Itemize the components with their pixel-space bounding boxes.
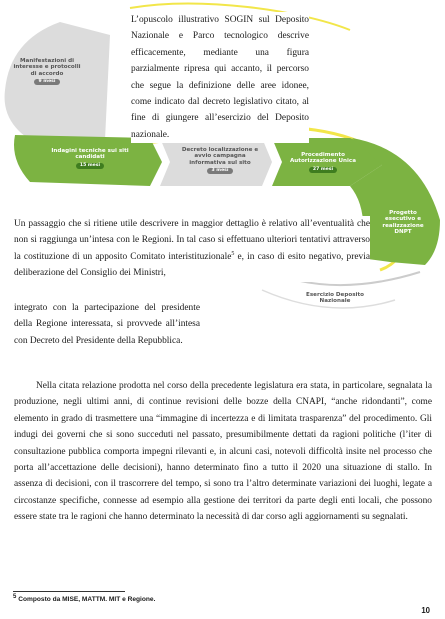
step2-title: Indagini tecniche sui siti candidati <box>51 148 129 161</box>
step1-label <box>12 58 82 85</box>
step4-title: Procedimento Autorizzazione Unica <box>289 152 357 165</box>
footnote <box>13 593 156 603</box>
p2-text-part1: Un passaggio che si ritiene utile descrivere in maggior dettaglio è relativo all’eventualità che non si raggiunga un’intesa con le Regioni. In tal caso si effettuano ulteriori tentativi attraverso la costituzione di un apposito Comitato interistituzionale <box>14 219 370 262</box>
step4-duration-badge: 27 mesi <box>309 167 337 173</box>
step5-title: Progetto esecutivo e realizzazione DNPT <box>382 210 424 236</box>
paragraph-2 <box>14 216 370 282</box>
p2-text-part2: e, in caso di esito negativo, previa deliberazione del Consiglio dei Ministri, <box>14 251 370 279</box>
step3-duration-badge: 3 mesi <box>207 168 232 174</box>
page-number: 10 <box>421 606 430 615</box>
paragraph-3 <box>14 378 432 526</box>
step1-title: Manifestazioni di interesse e protocolli di accordo <box>13 58 81 77</box>
step1-shape <box>5 22 110 150</box>
footnote-text: Composto da MISE, MATTM. MIT e Regione. <box>18 596 156 603</box>
p3-text: Nella citata relazione prodotta nel corso della precedente legislatura era stata, in particolare, segnalata la produzione, negli ultimi anni, di continue revisioni delle bozze della CNAPI, “anche ridondanti”, come elemento in grado di trasmettere una “immagine di incertezza e di limitata trasparenza” del procedimento. Gli indugi dei governi che si sono succeduti nel passato, presumibilmente dettati da ragioni politiche (l’iter di consultazione pubblica comporta impegni rilevanti e, in alcuni casi, notevoli difficoltà insite nel processo che porta all’accettazione delle decisioni), hanno determinato fino a tutto il 2020 una situazione di stallo. In assenza di decisioni, con il trascorrere del tempo, si sono tra l’altro determinate variazioni dei luoghi, legate a circostanze specifiche, connesse ad esempio alla gestione dei territori da parte degli enti locali, che possono essere state tra le ragioni che hanno determinato la necessità di dar corso agli aggiornamenti su segnalati. <box>14 381 432 523</box>
step2-duration-badge: 15 mesi <box>76 163 104 169</box>
step5-label <box>378 210 428 236</box>
paragraph-2-continued <box>14 300 200 349</box>
intro-text: L’opuscolo illustrativo SOGIN sul Deposito Nazionale e Parco tecnologico descrive efficacemente, mediante una figura parzialmente ripresa qui accanto, il percorso che segue la definizione delle aree idonee, come indicato dal decreto legislativo citato, al fine di giungere all’esercizio del Deposito nazionale. <box>131 15 309 140</box>
intro-paragraph <box>131 12 309 143</box>
footnote-number: 5 <box>13 593 17 600</box>
p2-text-part3: integrato con la partecipazione del presidente della Regione interessata, si provvede all’intesa con Decreto del Presidente della Repubblica. <box>14 303 200 346</box>
step3-title: Decreto localizzazione e avvio campagna informativa sul sito <box>181 147 259 166</box>
footnote-ref: 5 <box>231 250 235 257</box>
step6-label <box>290 292 380 305</box>
step1-duration-badge: 9 mesi <box>34 79 59 85</box>
step6-title: Esercizio Deposito Nazionale <box>306 292 364 305</box>
step2-label <box>45 148 135 169</box>
footnote-divider <box>13 591 125 592</box>
step4-label <box>288 152 358 173</box>
step3-label <box>176 147 264 174</box>
